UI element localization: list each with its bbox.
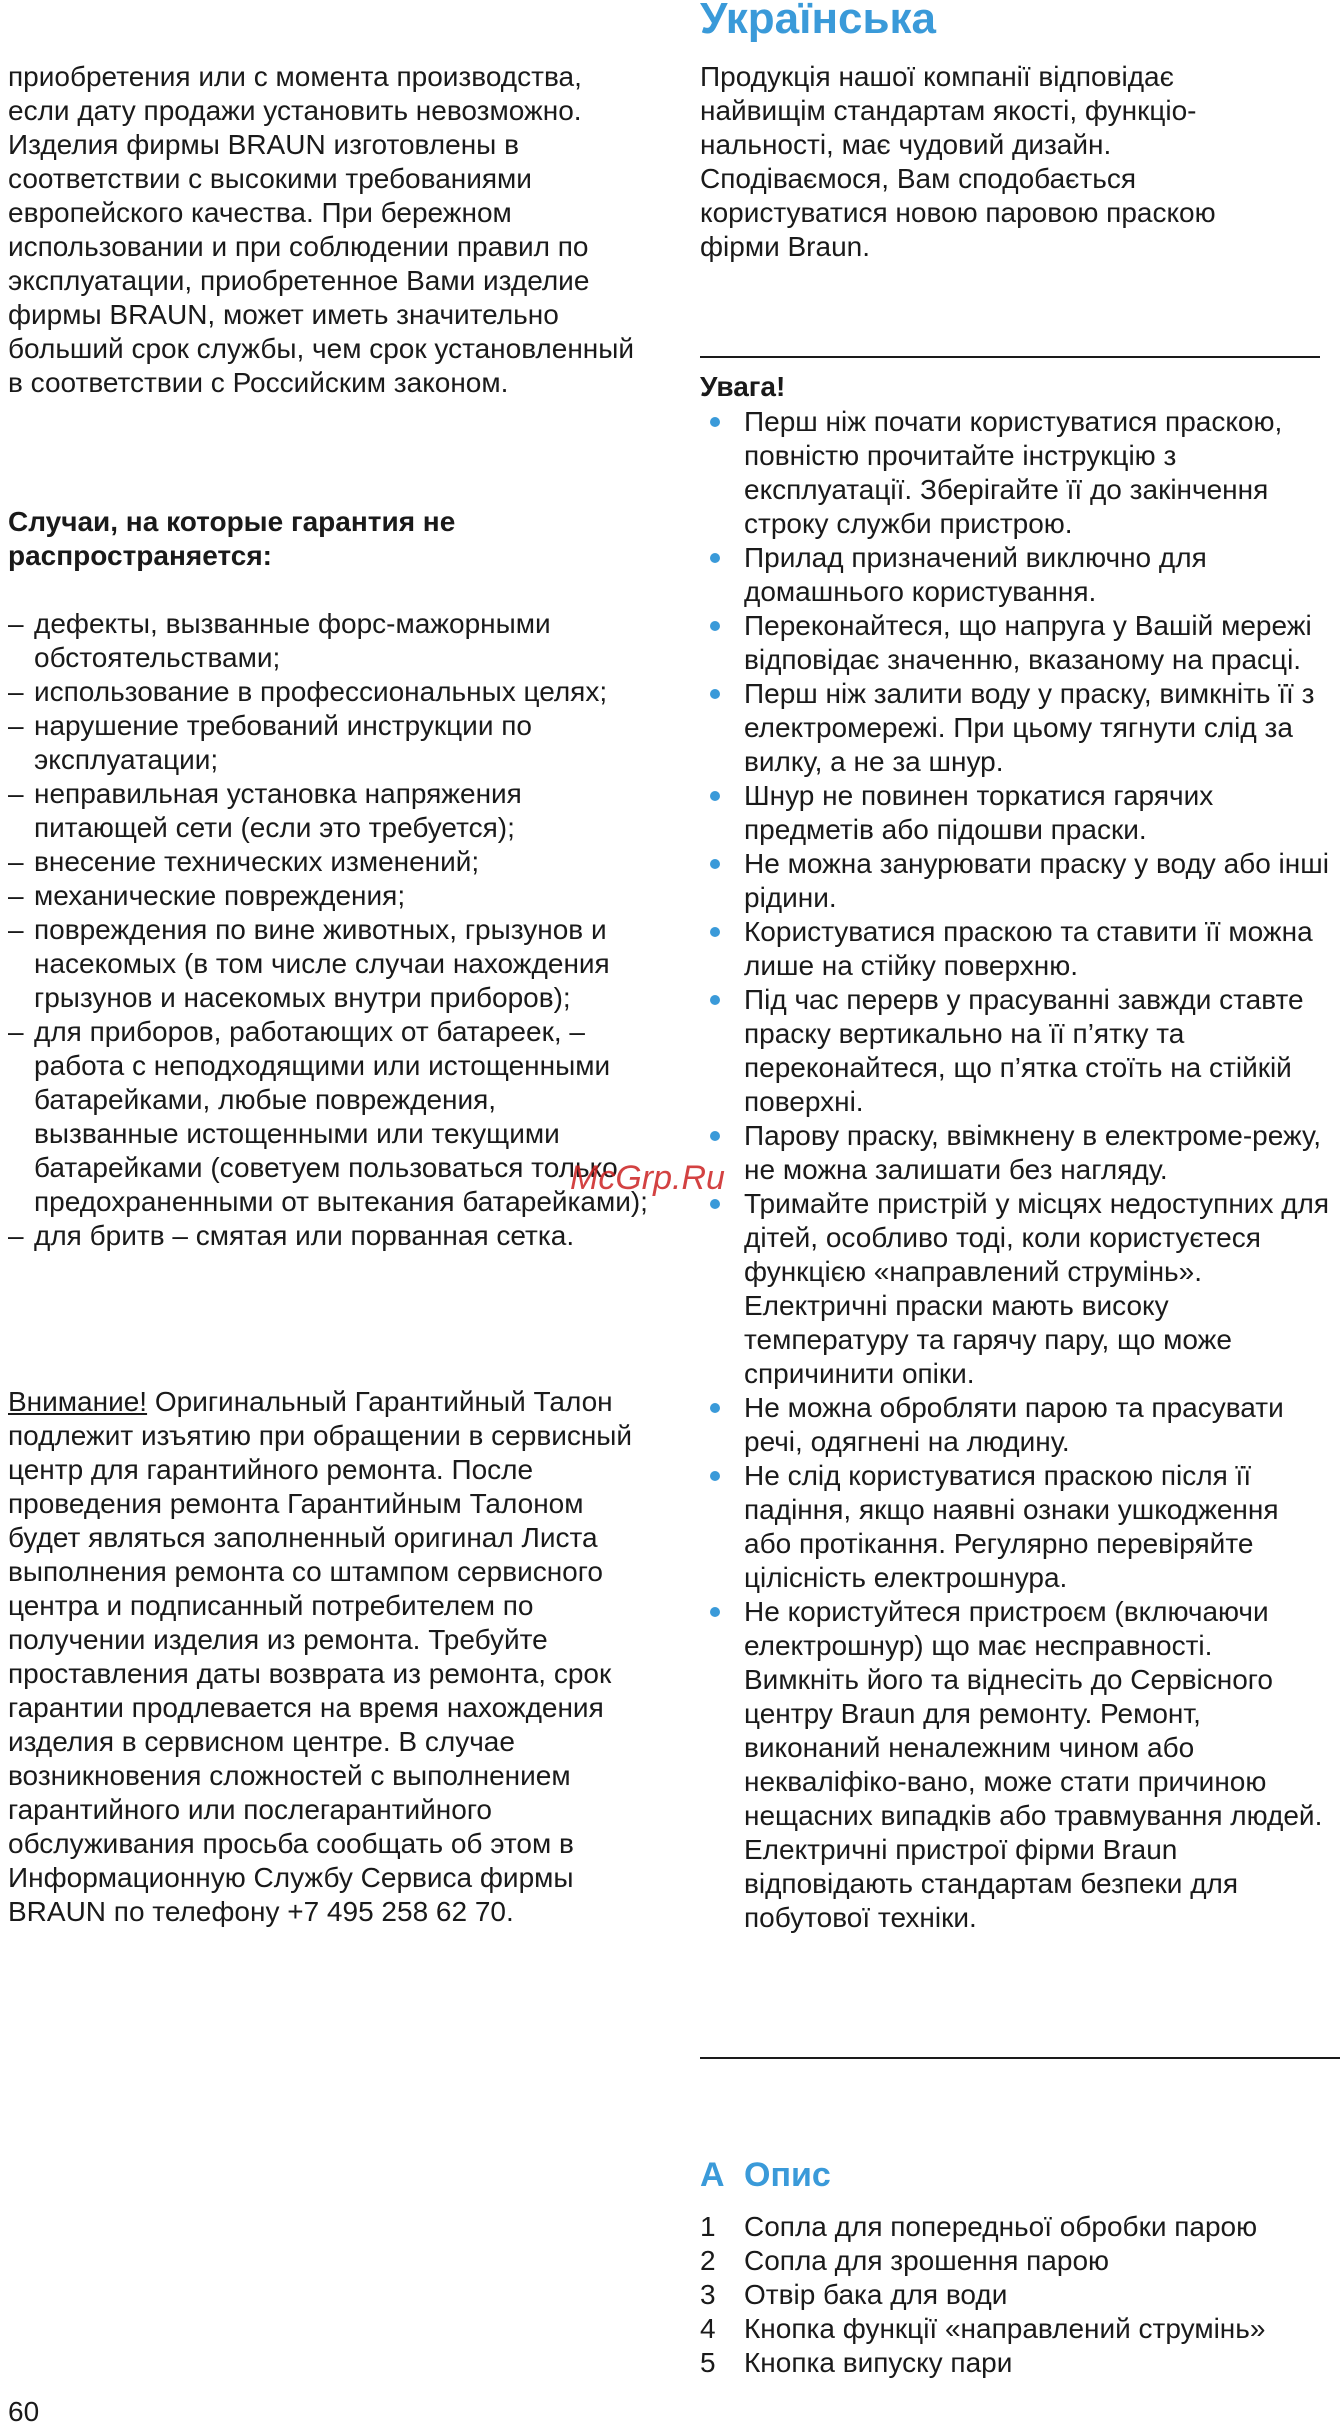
exclusions-heading: Случаи, на которые гарантия не распространяется: (8, 506, 456, 571)
list-item: – для бритв – смятая или порванная сетка. (8, 1219, 648, 1253)
caution-heading: Увага! (700, 371, 786, 402)
bullet-icon (710, 1199, 720, 1209)
description-title: Опис (744, 2156, 831, 2194)
list-item: – повреждения по вине животных, грызунов и насекомых (в том числе случаи нахождения грызунов и насекомых внутри приборов); (8, 913, 648, 1015)
section-title: Українська (700, 0, 937, 43)
bullet-icon (710, 859, 720, 869)
bullet-icon (710, 1607, 720, 1617)
list-item: Тримайте пристрій у місцях недоступних для дітей, особливо тоді, коли користуєтеся функцією «направлений струмінь». Електричні праски мають високу температуру та гарячу пару, що може спричинити опіки. (700, 1187, 1332, 1391)
bullet-icon (710, 1131, 720, 1141)
list-item: Користуватися праскою та ставити її можна лише на стійку поверхню. (700, 915, 1332, 983)
description-heading (700, 2155, 831, 2195)
divider (700, 2057, 1340, 2059)
list-item: 5 Кнопка випуску пари (700, 2347, 1013, 2378)
list-item: 2 Сопла для зрошення парою (700, 2245, 1110, 2276)
bullet-icon (710, 995, 720, 1005)
page-number: 60 (8, 2396, 40, 2427)
bullet-icon (710, 621, 720, 631)
warning-text: Оригинальный Гарантийный Талон подлежит изъятию при обращении в сервисный центр для гарантийного ремонта. После проведения ремонта Гарантийным Талоном будет являться заполненный оригинал Листа выполнения ремонта со штампом сервисного центра и подписанный потребителем по получении изделия из ремонта. Требуйте проставления даты возврата из ремонта, срок гарантии продлевается на время нахождения изделия в сервисном центре. В случае возникновения сложностей с выполнением гарантийного или послегарантийного обслуживания просьба сообщать об этом в Информационную Службу Сервиса фирмы BRAUN по телефону +7 495 258 62 70. (8, 1386, 633, 1927)
list-item: Перш ніж почати користуватися праскою, повністю прочитайте інструкцію з експлуатації. Зберігайте її до закінчення строку служби пристрою. (700, 405, 1332, 541)
list-item: Перш ніж залити воду у праску, вимкніть її з електромережі. При цьому тягнути слід за вилку, а не за шнур. (700, 677, 1332, 779)
bullet-icon (710, 791, 720, 801)
list-item: 1 Сопла для попередньої обробки парою (700, 2211, 1258, 2242)
warning-label: Внимание! (8, 1386, 148, 1417)
list-item: – неправильная установка напряжения питающей сети (если это требуется); (8, 777, 648, 845)
description-list (700, 2210, 1340, 2380)
list-item: Прилад призначений виключно для домашнього користування. (700, 541, 1332, 609)
list-item: Парову праску, ввімкнену в електроме-режу, не можна залишати без нагляду. (700, 1119, 1332, 1187)
list-item: Не слід користуватися праскою після її падіння, якщо наявні ознаки ушкодження або протікання. Регулярно перевіряйте цілісність електрошнура. (700, 1459, 1332, 1595)
list-item: – нарушение требований инструкции по эксплуатации; (8, 709, 648, 777)
list-item: 4 Кнопка функції «направлений струмінь» (700, 2313, 1266, 2344)
watermark: McGrp.Ru (570, 1159, 725, 1197)
list-item: – внесение технических изменений; (8, 845, 648, 879)
list-item: – механические повреждения; (8, 879, 648, 913)
intro-paragraph: Продукція нашої компанії відповідає найвищім стандартам якості, функціо-нальності, має чудовий дизайн. Сподіваємося, Вам сподобається користуватися новою паровою праскою фірми Braun. (700, 61, 1216, 262)
bullet-icon (710, 1471, 720, 1481)
list-item: Не можна обробляти парою та прасувати речі, одягнені на людину. (700, 1391, 1332, 1459)
bullet-icon (710, 1403, 720, 1413)
bullet-icon (710, 689, 720, 699)
list-item: – использование в профессиональных целях; (8, 675, 648, 709)
bullet-icon (710, 553, 720, 563)
bullet-icon (710, 417, 720, 427)
list-item: Не можна занурювати праску у воду або інші рідини. (700, 847, 1332, 915)
list-item: Переконайтеся, що напруга у Вашій мережі відповідає значенню, вказаному на прасці. (700, 609, 1332, 677)
warranty-intro-paragraph: приобретения или с момента производства, если дату продажи установить невозможно. Изделия фирмы BRAUN изготовлены в соответствии с высокими требованиями европейского качества. При бережном использовании и при соблюдении правил по эксплуатации, приобретенное Вами изделие фирмы BRAUN, может иметь значительно больший срок службы, чем срок установленный в соответствии с Российским законом. (8, 61, 635, 398)
list-item: Не користуйтеся пристроєм (включаючи електрошнур) що має несправності. Вимкніть його та віднесіть до Сервісного центру Braun для ремонту. Ремонт, виконаний неналежним чином або некваліфіко-вано, може стати причиною нещасних випадків або травмування людей. Електричні пристрої фірми Braun відповідають стандартам безпеки для побутової техніки. (700, 1595, 1332, 1935)
list-item: – дефекты, вызванные форс-мажорными обстоятельствами; (8, 607, 648, 675)
list-item: Під час перерв у прасуванні завжди ставте праску вертикально на її п’ятку та переконайтеся, що п’ятка стоїть на стійкій поверхні. (700, 983, 1332, 1119)
warranty-warning-paragraph (8, 1385, 648, 1929)
caution-list (700, 405, 1332, 1935)
bullet-icon (710, 927, 720, 937)
divider (700, 356, 1320, 358)
list-item: Шнур не повинен торкатися гарячих предметів або підошви праски. (700, 779, 1332, 847)
list-item: 3 Отвір бака для води (700, 2279, 1008, 2310)
description-letter: A (700, 2156, 725, 2194)
exclusions-list (8, 607, 648, 1253)
list-item: – для приборов, работающих от батареек, – работа с неподходящими или истощенными батарейками, любые повреждения, вызванные истощенными или текущими батарейками (советуем пользоваться только предохраненными от вытекания батарейками); (8, 1015, 648, 1219)
